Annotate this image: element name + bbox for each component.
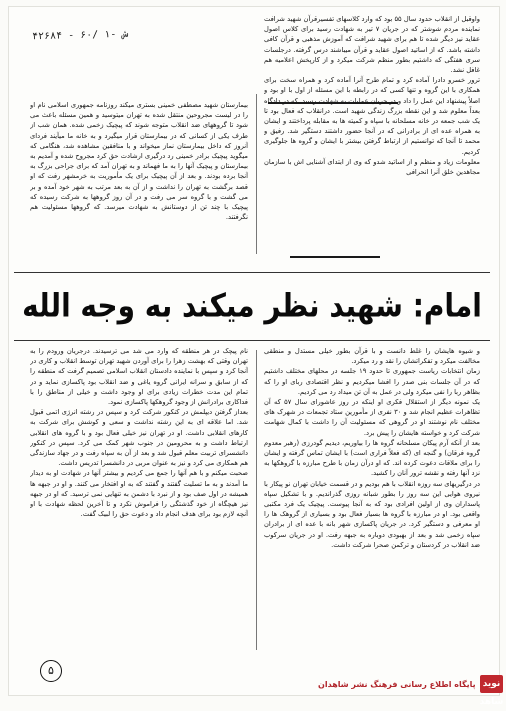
page-number: ۵ [40,660,62,682]
paragraph: صحبت میکنم و با هم آنها را جمع می کردیم و بیشتر آنها در شهادت او به دیدار ما آمدند و به ما تسلیت گفتند و گفتند که به او افتخار می کنند. و او در جبهه ها همیشه در اول صف بود و از نبرد با دشمن به تنهایی نمی ترسید. که او در جبهه نیز هیچگاه از خود گذشتگی را فراموش نکرد و تا آخرین لحظه شهادت با او آنچه لازم بود برای هدف انجام داد و دعوت حق را لبیک گفت. [30,469,248,519]
paragraph: یک نمونه دیگر از استقلال فکری او اینکه در روز عاشورای سال ۵۷ که آن تظاهرات عظیم انجام شد و ۳۰ نفری از مأمورین ستاد تجمعات در شهرک های مختلف نام نوشتند او در گروهی که مسئولیت آن را داشت با کمال شهامت شرکت کرد و خواسته هایشان را پیش برد. [264,398,480,437]
paragraph: بعداز گرفتن دیپلمش در کنکور شرکت کرد و سپس در رشته انرژی اتمی قبول شد. اما علاقه ای به این رشته نداشت و سعی و کوشش برای شرکت به کارهای انقلابی داشت. او در تهران نیز خیلی فعال بود و با گروه های انقلابی ارتباط داشت و به محرومین در جنوب شهر کمک می کرد. سپس در کنکور دانشسرای تربیت معلم قبول شد و بعد از آن به سپاه رفت و در جهاد سازندگی هم همکاری می کرد و نیز به عنوان مربی در دانشسرا تدریس داشت. [30,408,248,468]
redaction-strike [290,256,380,258]
column-bottom-right [264,346,480,658]
section-rule-bottom [14,340,490,341]
handwritten-reference: ۴۲۶۸۴ - ۶۰/ ۱- ش [31,28,129,43]
paragraph: ترور خسرو دادرا آماده کرد و تمام طرح آنرا آماده کرد و همراه سخت برای همکاری با این گروه و تنها کسی که در رابطه با این مسئله از اول با او بود و اصلاً پیشنهاد این عمل را داد و در جریان عملیات به شهادت رسید. که در دادگاه بعداً معلوم شد و این نقطه بزرگ زندگی شهید است. درانقلاب که فعال بود تا یک شب جمعه در خانه مسلحانه با سپاه و کمیته ها به مقابله پرداختند و ایشان به همراه عده ای از برادرانی که در آنجا حضور داشتند دستگیر شد. رفیق و محمد تا آنجا که توانستیم از ارتباط گرفتن بیشتر با ایشان و گروه ها جلوگیری کردیم. [264,76,480,156]
paragraph: در درگیریهای سه روزه انقلاب با هم بودیم و در قسمت خیابان تهران نو پیکار با نیروی هوایی این سه روز را بطور شبانه روزی گذراندیم. و با تشکیل سپاه پاسداران وی از اولین افرادی بود که به آنجا پیوست. پیچیک یک فرد مکتبی واقعی بود. او در مبارزه با گروه ها بسیار فعال بود و بسیاری از گروهک ها را او معرفی و دستگیر کرد. در جریان پاکسازی شهر بانه با عده ای از برادران سپاه زخمی شد و بعد از بهبودی دوباره به جبهه رفت. او در جریان سرکوب ضد انقلاب در کردستان و ترکمن صحرا شرکت داشت. [264,479,480,549]
column-top-right [264,14,480,272]
section-rule-top [14,272,490,273]
column-top-left [30,100,248,252]
site-watermark [318,672,504,707]
headline: امام: شهید نظر میکند به وجه الله [22,286,482,325]
column-divider-top [256,94,257,254]
paragraph: واوقبل از انقلاب حدود سال ۵۵ بود که وارد کلاسهای تفسیرقرآن شهید شرافت نماینده مردم شوشتر که در جریان ۷ تیر به شهادت رسید برای کلاس اصول عقاید نیز دیگر شده تا هم برای شهید شرافت که آموزش مذهبی و قرآن کافی داشته باشد. که از اساتید اصول عقاید و قرآن میباشند درس گرفته. درجلسات سری هفتگی که داشتیم بطور منظم شرکت میکرد و از کارپخش اعلامیه هم غافل نشد. [264,15,480,75]
paragraph: نام پیچک در هر منطقه که وارد می شد می ترسیدند. درجریان ورودم را به تهران وقتی که بهشت زهرا را برای آوردن شهید تهران توسط انقلاب و کاری در آنجا کرد و سپس با نماینده دادستان انقلاب اسلامی تصمیم گرفت که منطقه را که از سابق و سرانه ایرانی گروه یاغی و ضد انقلاب بود پاکسازی نماید و در تمام این مدت خطرات زیادی برای او وجود داشت و خیلی از مناطق را با فداکاری برادرانش از وجود گروهکها پاکسازی نمود. [30,347,248,407]
column-divider-bottom [256,350,257,650]
paragraph: معلومات زیاد و منظم و از اساتید شدو که وی از ابتدای آشنایی اش با سازمان مجاهدین خلق آنرا انحرافی [264,157,480,177]
paragraph: بعد از آنکه آرم پیکان مسلحانه گروه ها را بیاوریم، دیدیم گودرزی (رهبر معدوم گروه فرقان) و گنجه ای (که فعلاً فراری است) با ایشان تماس گرفته و ایشان را برای ملاقات دعوت کرده اند. که او درآن زمان با طرح مبارزه با گروهکها به نزد آنها رفته و نقشه ترور آنان را کشید. [264,438,480,478]
paragraph: و شیوه هایشان را غلط دانست و با قرآن بطور خیلی مستدل و منطقی مخالفت میکرد و تفکراتشان را نقد و رد میکرد. [264,347,480,366]
paragraph: زمان انتخابات ریاست جمهوری تا حدود ۱۹ جلسه در محلهای مختلف داشتیم که در آن جلسات بنی صدر را افشا میکردیم و نظر اقتصادی ربای او را که بظاهر ربا را نفی میکرد ولی در عمل به آن تن میداد رد می کردیم. [264,367,480,396]
column-bottom-left [30,346,248,646]
logo-text: پایگاه اطلاع رسانی فرهنگ نشر شاهدان [318,679,476,689]
logo-mark: نوید شاهد [480,675,504,693]
redaction-strike [268,102,398,104]
paragraph: بیمارستان شهید مصطفی خمینی بستری میکند روزنامه جمهوری اسلامی نام او را در لیست مجروحین منتقل شده به تهران میتوسید و همین مسئله باعث می شود تا گروههای ضد انقلاب متوجه شوند که پیچیک زخمی شده. همان شب از طرف یکی از کسانی که در بیمارستان قرار میگیرد و به خانه ما میآیند فردای آنروز که داخل بیمارستان نماز میخواند و با منافقین مشاهده شد، هنگامی که میگوید پیچیک برادر خمینی رد درگیری ارشادت حق کرد مجروح شده و آمدیم به بیمارستان و پیچیک آنها را به ما فهماند و به تهران آمد که برای جراحی بزرگ به آنجا برده بودند. و بعد از آن پیچیک برای یک مأموریت به خرمشهر رفت که او قصد برگشت به تهران را نداشت و از آن به بعد مرتب به شهر خود آمده و بر می گشت و با گروه سر می رفت و در آن روز گروهها به شرکت رسیده که پیچیک با چند تن از دوستانش به شهادت میرسد. که گروهها مسئولیت هم نگرفتند. [30,101,248,222]
